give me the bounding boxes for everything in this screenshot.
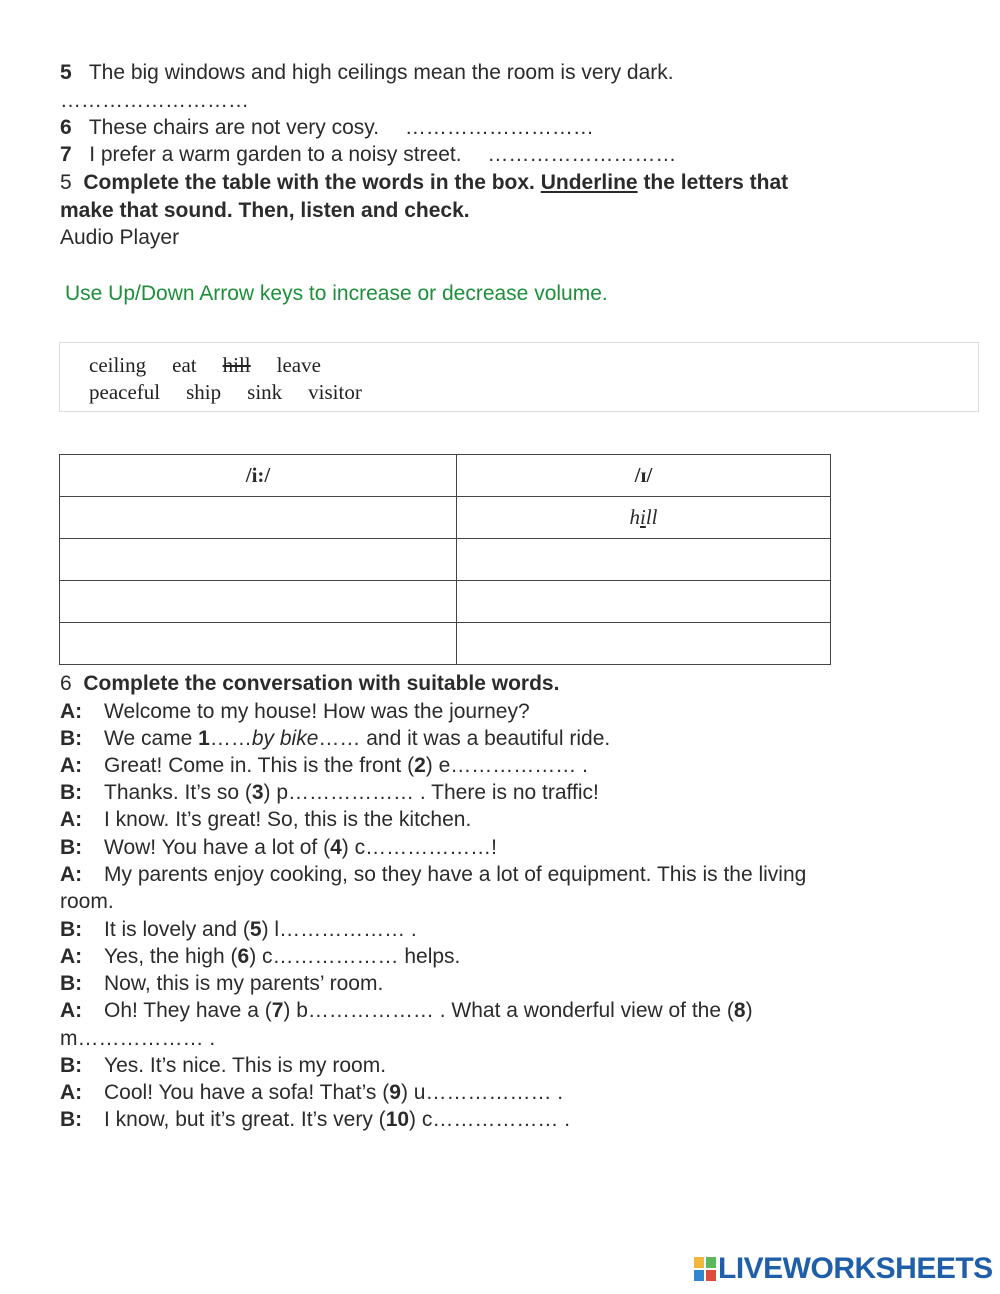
exercise-6-instruction	[60, 670, 559, 697]
item-6	[60, 114, 594, 141]
dialogue-line: A: Yes, the high (6) c……………… helps.	[60, 945, 461, 968]
answer-blank[interactable]: ………………………	[404, 116, 594, 139]
dialogue-line: A: Welcome to my house! How was the journey?	[60, 700, 530, 723]
table-row	[60, 581, 831, 623]
dialogue-line: B: I know, but it’s great. It’s very (10) c……………… .	[60, 1108, 571, 1131]
instruction-part-b: the letters that	[643, 171, 789, 194]
answer-cell[interactable]	[60, 581, 457, 623]
word-box	[59, 342, 979, 412]
dialogue-line: B: Thanks. It’s so (3) p……………… . There is no traffic!	[60, 781, 599, 804]
table-row	[60, 497, 831, 539]
example-cell: hill	[457, 497, 831, 539]
item-number: 5	[60, 61, 72, 84]
answer-cell[interactable]	[60, 623, 457, 665]
answer-blank[interactable]: ) b……………… . What a wonderful view of the (	[283, 999, 734, 1022]
word-sink: sink	[247, 380, 283, 404]
word-visitor: visitor	[308, 380, 362, 404]
answer-blank[interactable]: ) c……………… helps.	[249, 945, 461, 968]
word-box-row-2	[89, 380, 388, 405]
dialogue-line: A: My parents enjoy cooking, so they have a lot of equipment. This is the living	[60, 863, 807, 886]
audio-player-label[interactable]: Audio Player	[60, 226, 180, 249]
item-number: 6	[60, 116, 72, 139]
table-header-row	[60, 455, 831, 497]
dialogue-line: B: Yes. It’s nice. This is my room.	[60, 1054, 387, 1077]
item-text: I prefer a warm garden to a noisy street.	[89, 143, 462, 166]
dialogue-line: B: We came 1……by bike…… and it was a beautiful ride.	[60, 727, 611, 750]
dialogue-line: A: Oh! They have a (7) b……………… . What a wonderful view of the (8)	[60, 999, 753, 1022]
answer-blank[interactable]: m……………… .	[60, 1027, 216, 1050]
item-text: The big windows and high ceilings mean the room is very dark.	[88, 61, 674, 84]
word-leave: leave	[276, 353, 321, 377]
instruction-underline: Underline	[540, 171, 638, 194]
answer-cell[interactable]	[60, 497, 457, 539]
dialogue-line: B: Wow! You have a lot of (4) c………………!	[60, 836, 497, 859]
word-hill: hill	[222, 353, 251, 377]
table-row	[60, 539, 831, 581]
answer-cell[interactable]	[457, 623, 831, 665]
dialogue-line-continued: room.	[60, 890, 114, 913]
exercise-number: 6	[60, 672, 72, 695]
example-answer: by bike	[251, 727, 319, 750]
instruction-part-c: make that sound. Then, listen and check.	[60, 199, 470, 222]
item-5-answer-blank[interactable]: ………………………	[60, 89, 249, 112]
logo-text: LIVEWORKSHEETS	[718, 1252, 993, 1285]
answer-blank[interactable]: ………………………	[487, 143, 677, 166]
instruction-part-a: Complete the table with the words in the box.	[83, 171, 535, 194]
answer-cell[interactable]	[60, 539, 457, 581]
answer-cell[interactable]	[457, 539, 831, 581]
answer-blank[interactable]: ) p……………… . There is no traffic!	[263, 781, 599, 804]
instruction-text: Complete the conversation with suitable words.	[83, 672, 560, 695]
answer-blank[interactable]: ) u……………… .	[400, 1081, 564, 1104]
table-row	[60, 623, 831, 665]
logo-grid-icon	[694, 1257, 716, 1281]
header-short-i: /ɪ/	[457, 455, 831, 497]
item-text: These chairs are not very cosy.	[88, 116, 380, 139]
word-peaceful: peaceful	[89, 380, 161, 404]
answer-blank[interactable]: ) l……………… .	[261, 918, 417, 941]
dialogue-line: B: It is lovely and (5) l……………… .	[60, 918, 417, 941]
dialogue-line: B: Now, this is my parents’ room.	[60, 972, 384, 995]
volume-hint: Use Up/Down Arrow keys to increase or decrease volume.	[65, 282, 608, 305]
item-7	[60, 141, 676, 168]
exercise-5-instruction	[60, 169, 788, 196]
word-eat: eat	[172, 353, 197, 377]
answer-cell[interactable]	[457, 581, 831, 623]
item-5	[60, 59, 674, 86]
answer-blank[interactable]: ) e……………… .	[425, 754, 588, 777]
dialogue-line: A: Cool! You have a sofa! That’s (9) u……………… .	[60, 1081, 564, 1104]
dialogue-line: A: Great! Come in. This is the front (2) e……………… .	[60, 754, 588, 777]
answer-blank[interactable]: ) c……………… .	[409, 1108, 571, 1131]
word-ship: ship	[186, 380, 222, 404]
item-number: 7	[60, 143, 72, 166]
dialogue-line: A: I know. It’s great! So, this is the kitchen.	[60, 808, 472, 831]
sound-table	[59, 454, 831, 665]
word-box-row-1	[89, 353, 347, 378]
word-ceiling: ceiling	[89, 353, 147, 377]
header-long-i: /i:/	[60, 455, 457, 497]
answer-blank[interactable]: ) c………………!	[341, 836, 497, 859]
exercise-number: 5	[60, 171, 72, 194]
